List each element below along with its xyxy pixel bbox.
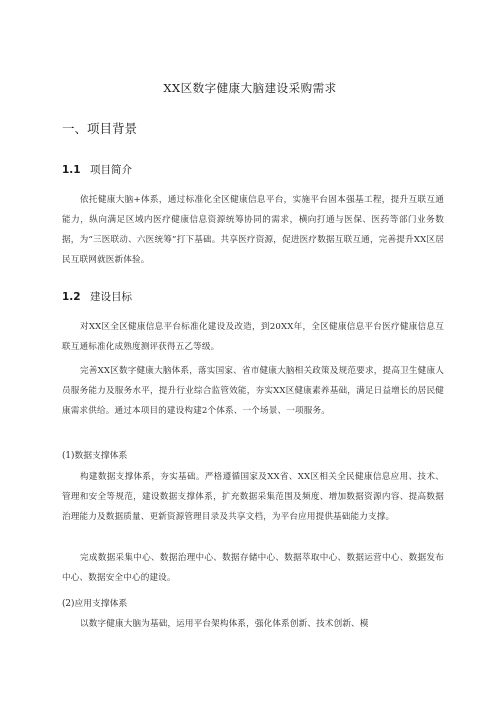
paragraph-data-support-1: 构建数据支撑体系，夯实基础。严格遵循国家及XX省、XX区相关全民健康信息应用、技术、管理和安全等规范，建设数据支撑体系，扩充数据采集范围及频度、增加数据资源内容、提高数据治理能力及数据质量、更新资源管理目录及共享文档，为平台应用提供基础能力支撑。	[62, 472, 444, 522]
paragraph-goal-2: 完善XX区数字健康大脑体系，落实国家、省市健康大脑相关政策及规范要求，提高卫生健康人员服务能力及服务水平，提升行业综合监管效能，夯实XX区健康素养基础，满足日益增长的居民健康需求供给。通过本项目的建设构建2个体系、一个场景、一项服务。	[62, 366, 444, 416]
subsection-title: 建设目标	[90, 291, 132, 303]
subsection-number: 1.2	[62, 291, 81, 303]
paragraph-app-support-1: 以数字健康大脑为基础，运用平台架构体系，强化体系创新、技术创新、模	[80, 619, 369, 629]
paragraph-project-intro: 依托健康大脑+体系，通过标准化全区健康信息平台，实施平台固本强基工程，提升互联互通能力，纵向满足区域内医疗健康信息资源统筹协同的需求，横向打通与医保、医药等部门业务数据，为“三医联动、六医统筹”打下基础。共享医疗资源，促进医疗数据互联互通，完善提升XX区居民互联网就医新体验。	[62, 195, 444, 265]
list-item-app-support-system: (2)应用支撑体系	[62, 599, 128, 609]
subsection-title: 项目简介	[90, 164, 132, 176]
section-heading-project-background: 一、项目背景	[62, 121, 138, 136]
subsection-heading-1-1	[62, 162, 132, 177]
subsection-heading-1-2	[62, 289, 132, 304]
list-item-data-support-system: (1)数据支撑体系	[62, 451, 128, 461]
paragraph-data-support-2: 完成数据采集中心、数据治理中心、数据存储中心、数据萃取中心、数据运营中心、数据发布中心、数据安全中心的建设。	[62, 553, 444, 583]
document-title: XX区数字健康大脑建设采购需求	[163, 81, 337, 95]
subsection-number: 1.1	[62, 164, 81, 176]
paragraph-goal-1: 对XX区全区健康信息平台标准化建设及改造，到20XX年，全区健康信息平台医疗健康信息互联互通标准化成熟度测评获得五乙等级。	[62, 322, 444, 352]
